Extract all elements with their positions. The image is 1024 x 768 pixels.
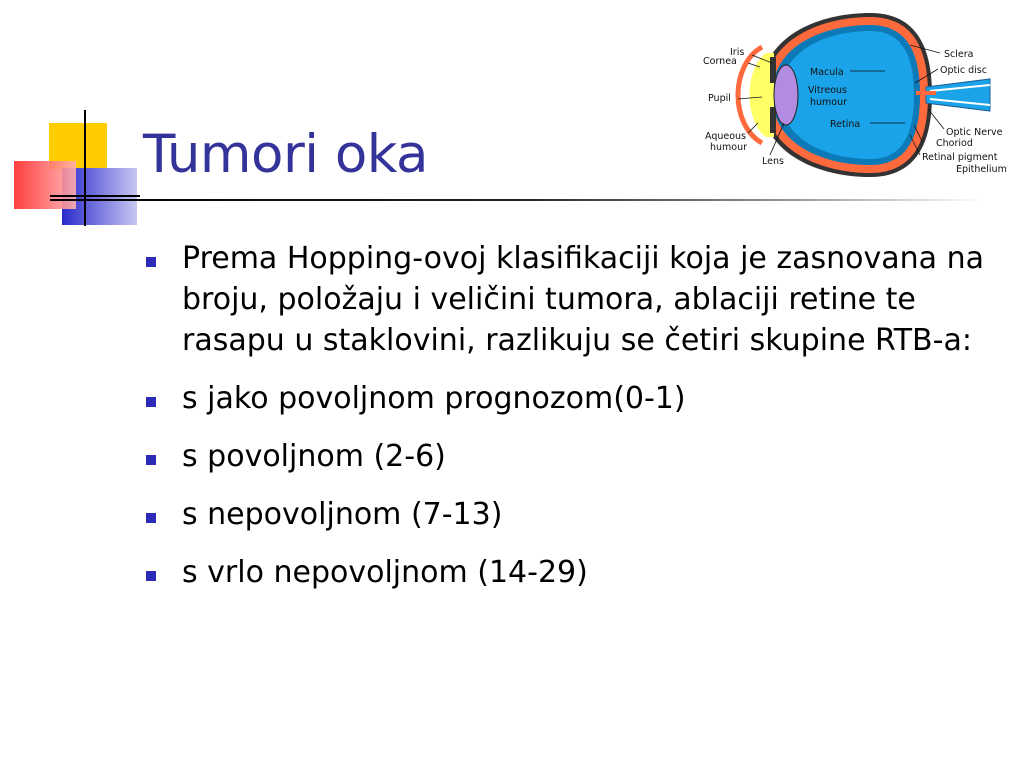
bullet-square-icon: [146, 455, 156, 465]
list-item: [140, 552, 1000, 593]
label-retina: Retina: [830, 119, 861, 130]
label-pupil: Pupil: [708, 93, 731, 104]
label-vitreous: Vitreous: [808, 85, 847, 96]
label-optic-disc: Optic disc: [940, 65, 987, 76]
bullet-square-icon: [146, 513, 156, 523]
label-macula: Macula: [810, 67, 844, 78]
title-divider: [50, 199, 985, 201]
bullet-text: s nepovoljnom (7-13): [182, 497, 503, 532]
iris-lower: [770, 107, 776, 133]
label-aqueous-humour: humour: [710, 142, 748, 153]
bullet-square-icon: [146, 257, 156, 267]
label-vitreous-humour: humour: [810, 97, 848, 108]
bullet-text: Prema Hopping-ovoj klasifikaciji koja je zasnovana na broju, položaju i veličini tumora, ablaciji retine te rasapu u staklovini, razlikuju se četiri skupine RTB-a:: [182, 241, 985, 358]
iris: [770, 57, 776, 83]
list-item: [140, 238, 1000, 361]
label-optic-nerve: Optic Nerve: [946, 127, 1003, 138]
deco-red-square: [14, 161, 76, 209]
bullet-list: [140, 238, 1000, 610]
list-item: [140, 378, 1000, 419]
bullet-square-icon: [146, 571, 156, 581]
label-lens: Lens: [762, 156, 784, 167]
label-iris: Iris: [730, 47, 745, 58]
label-sclera: Sclera: [944, 49, 974, 60]
eye-anatomy-diagram: [700, 5, 1024, 185]
slide-title: Tumori oka: [143, 124, 428, 185]
list-item: [140, 436, 1000, 477]
corner-decoration: [0, 0, 150, 240]
label-retinal-pigment: Retinal pigment: [922, 152, 998, 163]
bullet-text: s jako povoljnom prognozom(0-1): [182, 381, 686, 416]
bullet-text: s vrlo nepovoljnom (14-29): [182, 555, 588, 590]
label-epithelium: Epithelium: [956, 164, 1007, 175]
bullet-text: s povoljnom (2-6): [182, 439, 446, 474]
label-cornea: Cornea: [703, 56, 737, 67]
lens: [774, 65, 798, 125]
label-choriod: Choriod: [936, 138, 973, 149]
label-aqueous: Aqueous: [705, 131, 747, 142]
bullet-square-icon: [146, 397, 156, 407]
list-item: [140, 494, 1000, 535]
